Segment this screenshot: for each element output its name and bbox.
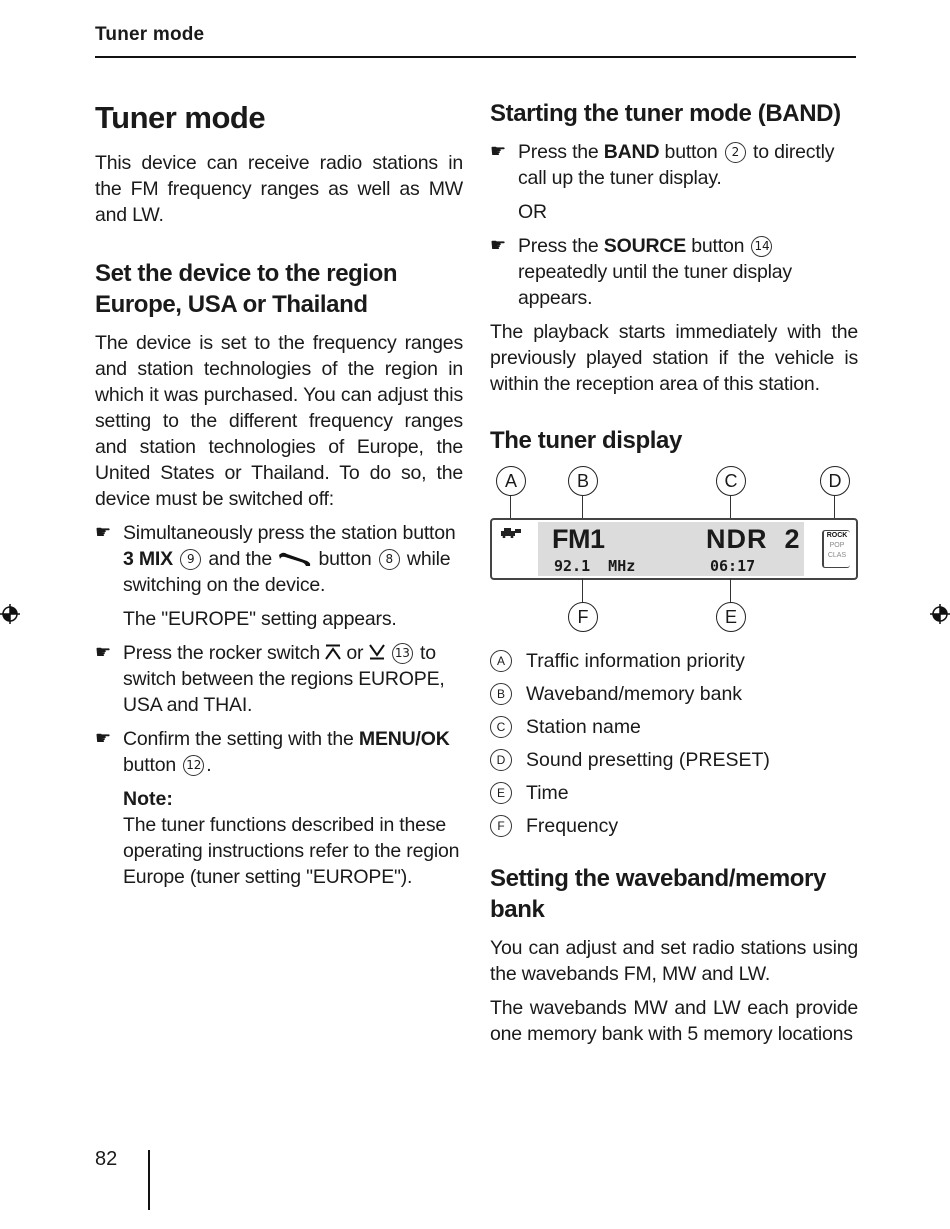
tuner-display-diagram bbox=[490, 466, 858, 634]
legend-item bbox=[490, 780, 858, 806]
button-name: SOURCE bbox=[603, 235, 687, 257]
leader-line bbox=[730, 578, 731, 604]
start-heading: Starting the tuner mode (BAND) bbox=[490, 100, 841, 127]
rocker-up-icon bbox=[325, 644, 341, 660]
step-text: button bbox=[686, 235, 750, 257]
step-text: while switching on the device. bbox=[123, 548, 451, 596]
button-number-badge: 12 bbox=[183, 755, 204, 776]
step-text: Press the bbox=[518, 235, 604, 257]
step-text: to directly call up the tuner display. bbox=[518, 141, 835, 189]
legend-letter: C bbox=[490, 716, 512, 738]
or-label: OR bbox=[518, 201, 547, 223]
legend-text: Waveband/memory bank bbox=[526, 683, 743, 705]
region-step-1 bbox=[95, 520, 463, 598]
page-number: 82 bbox=[95, 1148, 118, 1170]
preset-rock: ROCK bbox=[826, 532, 848, 539]
step-text: repeatedly until the tuner display appears. bbox=[518, 261, 792, 309]
step-text: Confirm the setting with the bbox=[123, 728, 359, 750]
callout-a: A bbox=[496, 466, 526, 496]
button-number-badge: 8 bbox=[379, 549, 400, 570]
preset-pop: POP bbox=[829, 542, 845, 549]
step-text: button bbox=[123, 754, 182, 776]
note-text: The tuner functions described in these operating instructions refer to the region Europe (tuner setting "EUROPE"). bbox=[123, 814, 460, 888]
start-step-1 bbox=[490, 139, 858, 191]
step-text: Press the rocker switch bbox=[123, 642, 326, 664]
lcd-screen bbox=[538, 522, 804, 576]
button-number-badge: 9 bbox=[180, 549, 201, 570]
legend-text: Station name bbox=[526, 716, 641, 738]
button-name: BAND bbox=[603, 141, 660, 163]
leader-line bbox=[582, 578, 583, 604]
step-text: or bbox=[341, 642, 369, 664]
lcd-frequency: 92.1 MHz bbox=[554, 557, 636, 575]
legend-letter: B bbox=[490, 683, 512, 705]
pointing-hand-icon: ☛ bbox=[95, 522, 112, 543]
step-result: The "EUROPE" setting appears. bbox=[123, 608, 397, 630]
legend-item bbox=[490, 747, 858, 773]
pointing-hand-icon: ☛ bbox=[95, 642, 112, 663]
intro-paragraph: This device can receive radio stations in the FM frequency ranges as well as MW and LW. bbox=[95, 152, 463, 226]
display-heading: The tuner display bbox=[490, 427, 682, 454]
legend-text: Traffic information priority bbox=[526, 650, 745, 672]
callout-c: C bbox=[716, 466, 746, 496]
step-text: Press the bbox=[518, 141, 604, 163]
preset-indicator bbox=[822, 530, 850, 568]
button-number-badge: 13 bbox=[392, 643, 413, 664]
step-text: to switch between the regions EUROPE, USA and THAI. bbox=[123, 642, 445, 716]
step-text: button bbox=[659, 141, 723, 163]
legend-letter: A bbox=[490, 650, 512, 672]
leader-line bbox=[510, 496, 511, 520]
registration-mark-icon bbox=[0, 604, 20, 624]
waveband-paragraph-1: You can adjust and set radio stations using the wavebands FM, MW and LW. bbox=[490, 937, 858, 985]
legend-item bbox=[490, 813, 858, 839]
lcd-band: FM1 bbox=[552, 524, 605, 554]
playback-paragraph: The playback starts immediately with the previously played station if the vehicle is within the reception area of this station. bbox=[490, 321, 858, 395]
display-legend bbox=[490, 648, 858, 839]
lcd-time: 06:17 bbox=[710, 557, 756, 575]
phone-handset-icon bbox=[277, 551, 313, 567]
legend-text: Frequency bbox=[526, 815, 619, 837]
pointing-hand-icon: ☛ bbox=[490, 235, 507, 256]
callout-f: F bbox=[568, 602, 598, 632]
traffic-info-icon bbox=[500, 526, 522, 541]
button-name: 3 MIX bbox=[123, 548, 173, 570]
legend-text: Sound presetting (PRESET) bbox=[526, 749, 770, 771]
legend-item bbox=[490, 648, 858, 674]
legend-letter: F bbox=[490, 815, 512, 837]
header-rule bbox=[95, 56, 856, 58]
button-name: MENU/OK bbox=[358, 728, 450, 750]
lcd-station-name: NDR 2 bbox=[706, 524, 801, 554]
left-column bbox=[95, 96, 463, 898]
footer-rule bbox=[148, 1150, 150, 1210]
step-text: Simultaneously press the station button bbox=[123, 522, 456, 544]
legend-text: Time bbox=[526, 782, 569, 804]
rocker-down-icon bbox=[369, 644, 385, 660]
start-step-2 bbox=[490, 233, 858, 311]
step-text: and the bbox=[203, 548, 278, 570]
region-paragraph: The device is set to the frequency ranges and station technologies of the region in which it was purchased. You can adjust this setting to the different frequency ranges and station technologies of Europe, the United States or Thailand. To do so, the device must be switched off: bbox=[95, 332, 463, 510]
right-column bbox=[490, 96, 858, 1055]
page-title: Tuner mode bbox=[95, 100, 266, 135]
legend-item bbox=[490, 714, 858, 740]
waveband-paragraph-2: The wavebands MW and LW each provide one memory bank with 5 memory locations bbox=[490, 997, 858, 1045]
step-text: . bbox=[206, 754, 212, 776]
callout-b: B bbox=[568, 466, 598, 496]
callout-e: E bbox=[716, 602, 746, 632]
legend-item bbox=[490, 681, 858, 707]
preset-clas: CLAS bbox=[827, 552, 847, 559]
pointing-hand-icon: ☛ bbox=[490, 141, 507, 162]
button-number-badge: 14 bbox=[751, 236, 772, 257]
note-label: Note: bbox=[123, 788, 173, 810]
region-step-3 bbox=[95, 726, 463, 778]
leader-line bbox=[730, 496, 731, 520]
waveband-heading: Setting the waveband/memory bank bbox=[490, 865, 826, 923]
running-head: Tuner mode bbox=[95, 24, 205, 45]
legend-letter: E bbox=[490, 782, 512, 804]
step-text: button bbox=[313, 548, 377, 570]
region-heading: Set the device to the region Europe, USA or Thailand bbox=[95, 260, 398, 318]
registration-mark-icon bbox=[930, 604, 950, 624]
callout-d: D bbox=[820, 466, 850, 496]
legend-letter: D bbox=[490, 749, 512, 771]
pointing-hand-icon: ☛ bbox=[95, 728, 112, 749]
button-number-badge: 2 bbox=[725, 142, 746, 163]
leader-line bbox=[582, 496, 583, 520]
lcd-frame bbox=[490, 518, 858, 580]
region-step-2 bbox=[95, 640, 463, 718]
leader-line bbox=[834, 496, 835, 520]
